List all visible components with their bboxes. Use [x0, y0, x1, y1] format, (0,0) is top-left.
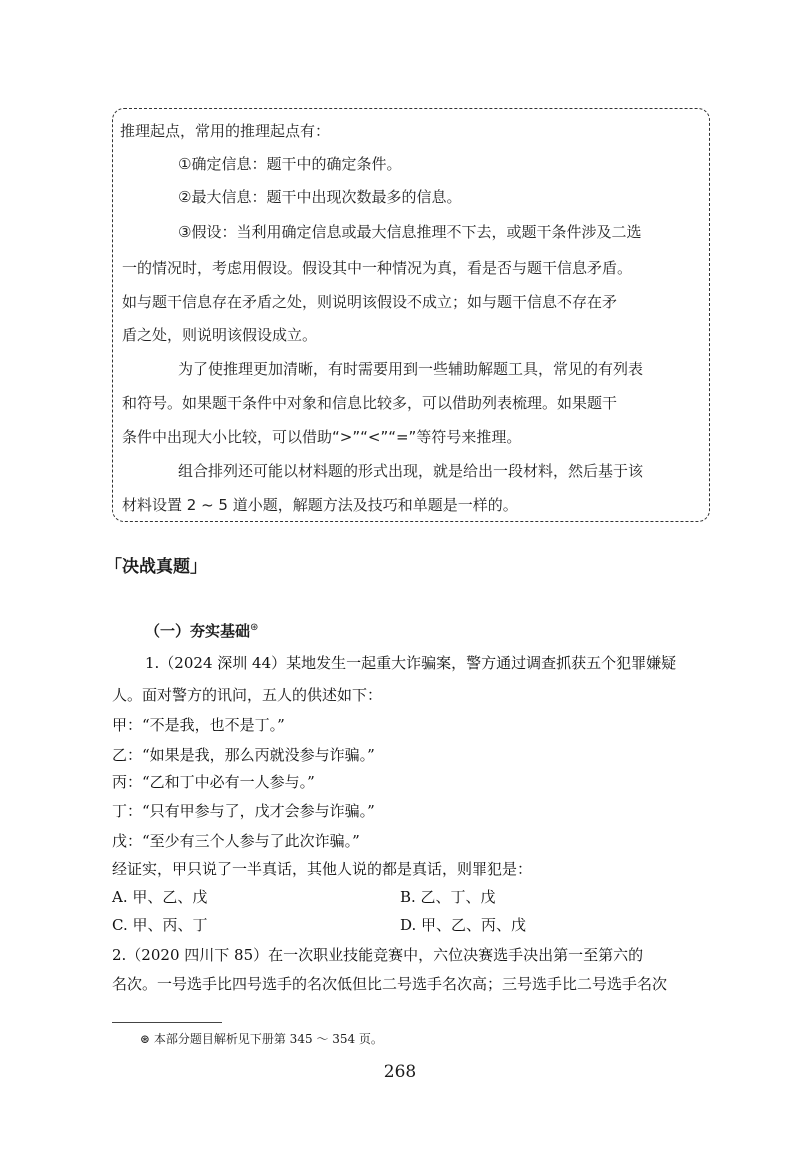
footnote-rule [112, 1022, 222, 1023]
box-line-10: 条件中出现大小比较，可以借助“>”“<”“=”等符号来推理。 [122, 428, 522, 446]
statement-yi: 乙：“如果是我，那么丙就没参与诈骗。” [112, 746, 375, 764]
option-a: A. 甲、乙、戊 [112, 888, 208, 906]
q1-line2: 人。面对警方的讯问，五人的供述如下： [112, 686, 383, 704]
box-line-7: 盾之处，则说明该假设成立。 [122, 326, 318, 344]
box-line-3: ②最大信息：题干中出现次数最多的信息。 [178, 188, 462, 206]
statement-ding: 丁：“只有甲参与了，戊才会参与诈骗。” [112, 802, 375, 820]
box-line-1: 推理起点，常用的推理起点有： [120, 122, 331, 140]
subsection-title [145, 620, 258, 641]
box-line-2: ①确定信息：题干中的确定条件。 [178, 155, 402, 173]
statement-wu: 戊：“至少有三个人参与了此次诈骗。” [112, 832, 360, 850]
q2-line1: 2.（2020 四川下 85）在一次职业技能竞赛中，六位决赛选手决出第一至第六的 [112, 946, 644, 964]
option-c: C. 甲、丙、丁 [112, 916, 208, 934]
q1-stem: 经证实，甲只说了一半真话，其他人说的都是真话，则罪犯是： [112, 860, 533, 878]
box-line-6: 如与题干信息存在矛盾之处，则说明该假设不成立；如与题干信息不存在矛 [122, 293, 618, 311]
statement-jia: 甲：“不是我，也不是丁。” [112, 716, 285, 734]
q1-line1: 1.（2024 深圳 44）某地发生一起重大诈骗案，警方通过调查抓获五个犯罪嫌疑 [145, 654, 677, 672]
option-b: B. 乙、丁、戊 [400, 888, 496, 906]
section-title: 「决战真题」 [105, 557, 207, 577]
statement-bing: 丙：“乙和丁中必有一人参与。” [112, 773, 315, 791]
box-line-5: 一的情况时，考虑用假设。假设其中一种情况为真，看是否与题干信息矛盾。 [122, 259, 633, 277]
box-line-8: 为了使推理更加清晰，有时需要用到一些辅助解题工具，常见的有列表 [178, 360, 644, 378]
footnote-mark-icon: ⊛ [250, 622, 259, 633]
subsection-title-text: （一）夯实基础 [145, 622, 251, 640]
option-d: D. 甲、乙、丙、戊 [400, 916, 527, 934]
box-line-12: 材料设置 2 ~ 5 道小题，解题方法及技巧和单题是一样的。 [122, 496, 518, 514]
box-line-9: 和符号。如果题干条件中对象和信息比较多，可以借助列表梳理。如果题干 [122, 394, 618, 412]
q2-line2: 名次。一号选手比四号选手的名次低但比二号选手名次高；三号选手比二号选手名次 [112, 975, 668, 993]
page-number: 268 [383, 1062, 417, 1082]
footnote: ⊛ 本部分题目解析见下册第 345 ～ 354 页。 [140, 1032, 383, 1046]
box-line-11: 组合排列还可能以材料题的形式出现，就是给出一段材料，然后基于该 [178, 462, 644, 480]
box-line-4: ③假设：当利用确定信息或最大信息推理不下去，或题干条件涉及二选 [178, 223, 642, 241]
